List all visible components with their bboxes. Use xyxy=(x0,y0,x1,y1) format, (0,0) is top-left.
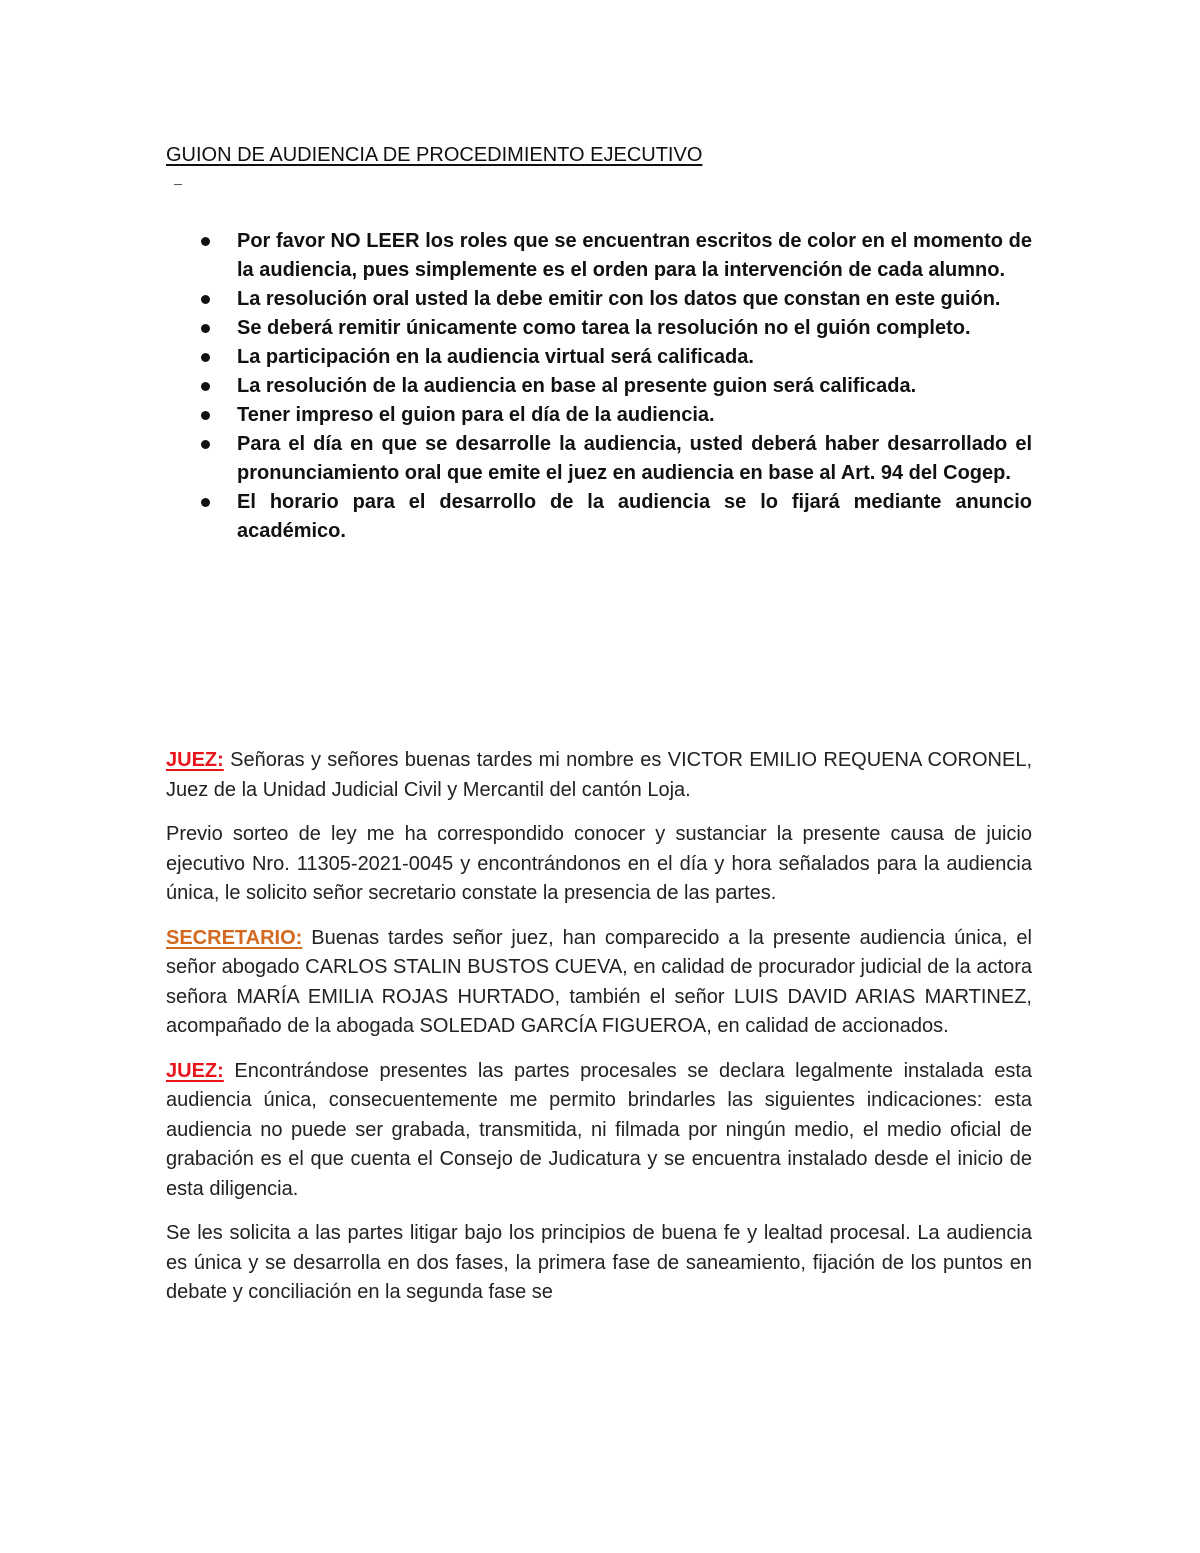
instruction-item xyxy=(166,227,1032,285)
instruction-text: Por favor NO LEER los roles que se encuentran escritos de color en el momento de la audiencia, pues simplemente es el orden para la intervención de cada alumno. xyxy=(237,230,1032,281)
bullet-icon xyxy=(201,382,210,391)
dialogue-paragraph xyxy=(166,1057,1032,1205)
script-body xyxy=(166,746,1032,1323)
bullet-icon xyxy=(201,411,210,420)
instruction-text: Tener impreso el guion para el día de la audiencia. xyxy=(237,404,715,426)
bullet-icon xyxy=(201,498,210,507)
dialogue-paragraph xyxy=(166,1219,1032,1308)
dialogue-paragraph xyxy=(166,746,1032,805)
speaker-label-juez: JUEZ: xyxy=(166,749,224,771)
instruction-text: La resolución de la audiencia en base al presente guion será calificada. xyxy=(237,375,917,397)
dialogue-text: Señoras y señores buenas tardes mi nombre es VICTOR EMILIO REQUENA CORONEL, Juez de la Unidad Judicial Civil y Mercantil del cantón Loja. xyxy=(166,749,1032,801)
instruction-item xyxy=(166,488,1032,546)
instruction-item xyxy=(166,401,1032,430)
bullet-icon xyxy=(201,295,210,304)
instruction-item xyxy=(166,285,1032,314)
dialogue-text: Se les solicita a las partes litigar bajo los principios de buena fe y lealtad procesal. La audiencia es única y se desarrolla en dos fases, la primera fase de saneamiento, fijación de los puntos en debate y conciliación en la segunda fase se xyxy=(166,1222,1032,1303)
dialogue-paragraph xyxy=(166,924,1032,1042)
dialogue-text: Previo sorteo de ley me ha correspondido conocer y sustanciar la presente causa de juicio ejecutivo Nro. 11305-2021-0045 y encontrándonos en el día y hora señalados para la audiencia única, le solicito señor secretario constate la presencia de las partes. xyxy=(166,823,1032,904)
instruction-item xyxy=(166,314,1032,343)
dialogue-paragraph xyxy=(166,820,1032,909)
instruction-item xyxy=(166,372,1032,401)
dash-mark xyxy=(174,184,182,185)
speaker-label-secretario: SECRETARIO: xyxy=(166,926,303,949)
speaker-label-juez: JUEZ: xyxy=(166,1059,224,1082)
document-title: GUION DE AUDIENCIA DE PROCEDIMIENTO EJECUTIVO xyxy=(166,144,703,166)
dialogue-text: Buenas tardes señor juez, han comparecido a la presente audiencia única, el señor abogado CARLOS STALIN BUSTOS CUEVA, en calidad de procurador judicial de la actora señora MARÍA EMILIA ROJAS HURTADO, también el señor LUIS DAVID ARIAS MARTINEZ, acompañado de la abogada SOLEDAD GARCÍA FIGUEROA, en calidad de accionados. xyxy=(166,926,1032,1037)
instruction-text: La resolución oral usted la debe emitir con los datos que constan en este guión. xyxy=(237,288,1001,310)
bullet-icon xyxy=(201,237,210,246)
bullet-icon xyxy=(201,324,210,333)
dialogue-text: Encontrándose presentes las partes procesales se declara legalmente instalada esta audiencia única, consecuentemente me permito brindarles las siguientes indicaciones: esta audiencia no puede ser grabada, transmitida, ni filmada por ningún medio, el medio oficial de grabación es el que cuenta el Consejo de Judicatura y se encuentra instalado desde el inicio de esta diligencia. xyxy=(166,1059,1032,1200)
instructions-list xyxy=(166,227,1032,546)
instruction-text: La participación en la audiencia virtual será calificada. xyxy=(237,346,754,368)
instruction-text: Se deberá remitir únicamente como tarea la resolución no el guión completo. xyxy=(237,317,971,339)
document-page xyxy=(166,0,1032,1553)
instruction-text: El horario para el desarrollo de la audiencia se lo fijará mediante anuncio académico. xyxy=(237,491,1032,542)
instruction-item xyxy=(166,343,1032,372)
bullet-icon xyxy=(201,440,210,449)
bullet-icon xyxy=(201,353,210,362)
instruction-item xyxy=(166,430,1032,488)
instruction-text: Para el día en que se desarrolle la audiencia, usted deberá haber desarrollado el pronunciamiento oral que emite el juez en audiencia en base al Art. 94 del Cogep. xyxy=(237,433,1032,484)
